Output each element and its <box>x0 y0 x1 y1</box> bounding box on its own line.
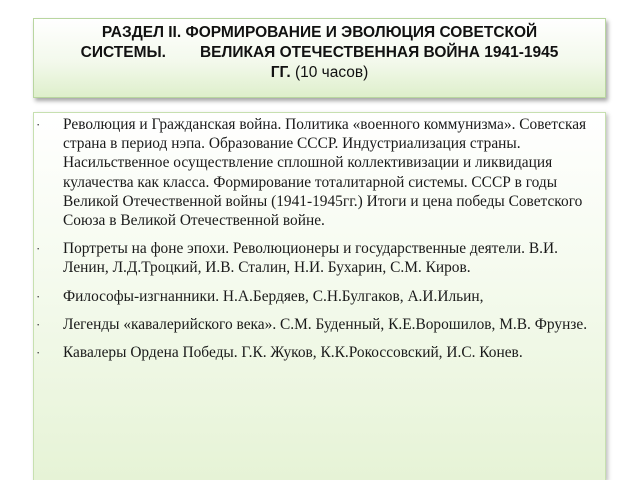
title-line-2-part-b: ВЕЛИКАЯ ОТЕЧЕСТВЕННАЯ ВОЙНА 1941-1945 <box>199 44 559 61</box>
list-item <box>34 315 593 334</box>
list-item-text: Революция и Гражданская война. Политика «военного коммунизма». Советская страна в период нэпа. Образование СССР. Индустриализация страны. Насильственное осуществление сплошной коллективизации и ликвидация кулачества как класса. Формирование тоталитарной системы. СССР в годы Великой Отечественной войны (1941-1945гг.) Итоги и цена победы Советского Союза в Великой Отечественной войне. <box>63 116 587 230</box>
list-item-text: Портреты на фоне эпохи. Революционеры и государственные деятели. В.И. Ленин, Л.Д.Троцкий, И.В. Сталин, Н.И. Бухарин, С.М. Киров. <box>63 240 558 277</box>
topic-list <box>34 113 605 362</box>
bullet-icon: · <box>36 288 41 304</box>
list-item <box>34 287 593 306</box>
bullet-icon: · <box>36 345 41 361</box>
bullet-icon: · <box>36 316 41 332</box>
title-line-2-part-a: СИСТЕМЫ. <box>80 44 166 61</box>
list-item <box>34 115 593 230</box>
slide-content-box <box>33 112 606 480</box>
list-item-text: Кавалеры Ордена Победы. Г.К. Жуков, К.К.Рокоссовский, И.С. Конев. <box>63 344 523 362</box>
list-item <box>34 239 593 277</box>
title-line-3-part-a: ГГ. <box>270 64 291 81</box>
slide-title <box>34 23 605 83</box>
title-line-1: РАЗДЕЛ II. ФОРМИРОВАНИЕ И ЭВОЛЮЦИЯ СОВЕТСКОЙ <box>101 24 538 41</box>
bullet-icon: · <box>36 117 41 132</box>
list-item-text: Легенды «кавалерийского века». С.М. Буденный, К.Е.Ворошилов, М.В. Фрунзе. <box>63 315 588 333</box>
bullet-icon: · <box>36 241 41 257</box>
slide-title-box <box>33 18 606 98</box>
list-item <box>34 343 593 362</box>
title-hours: (10 часов) <box>294 64 369 81</box>
list-item-text: Философы-изгнанники. Н.А.Бердяев, С.Н.Булгаков, А.И.Ильин, <box>63 287 484 305</box>
